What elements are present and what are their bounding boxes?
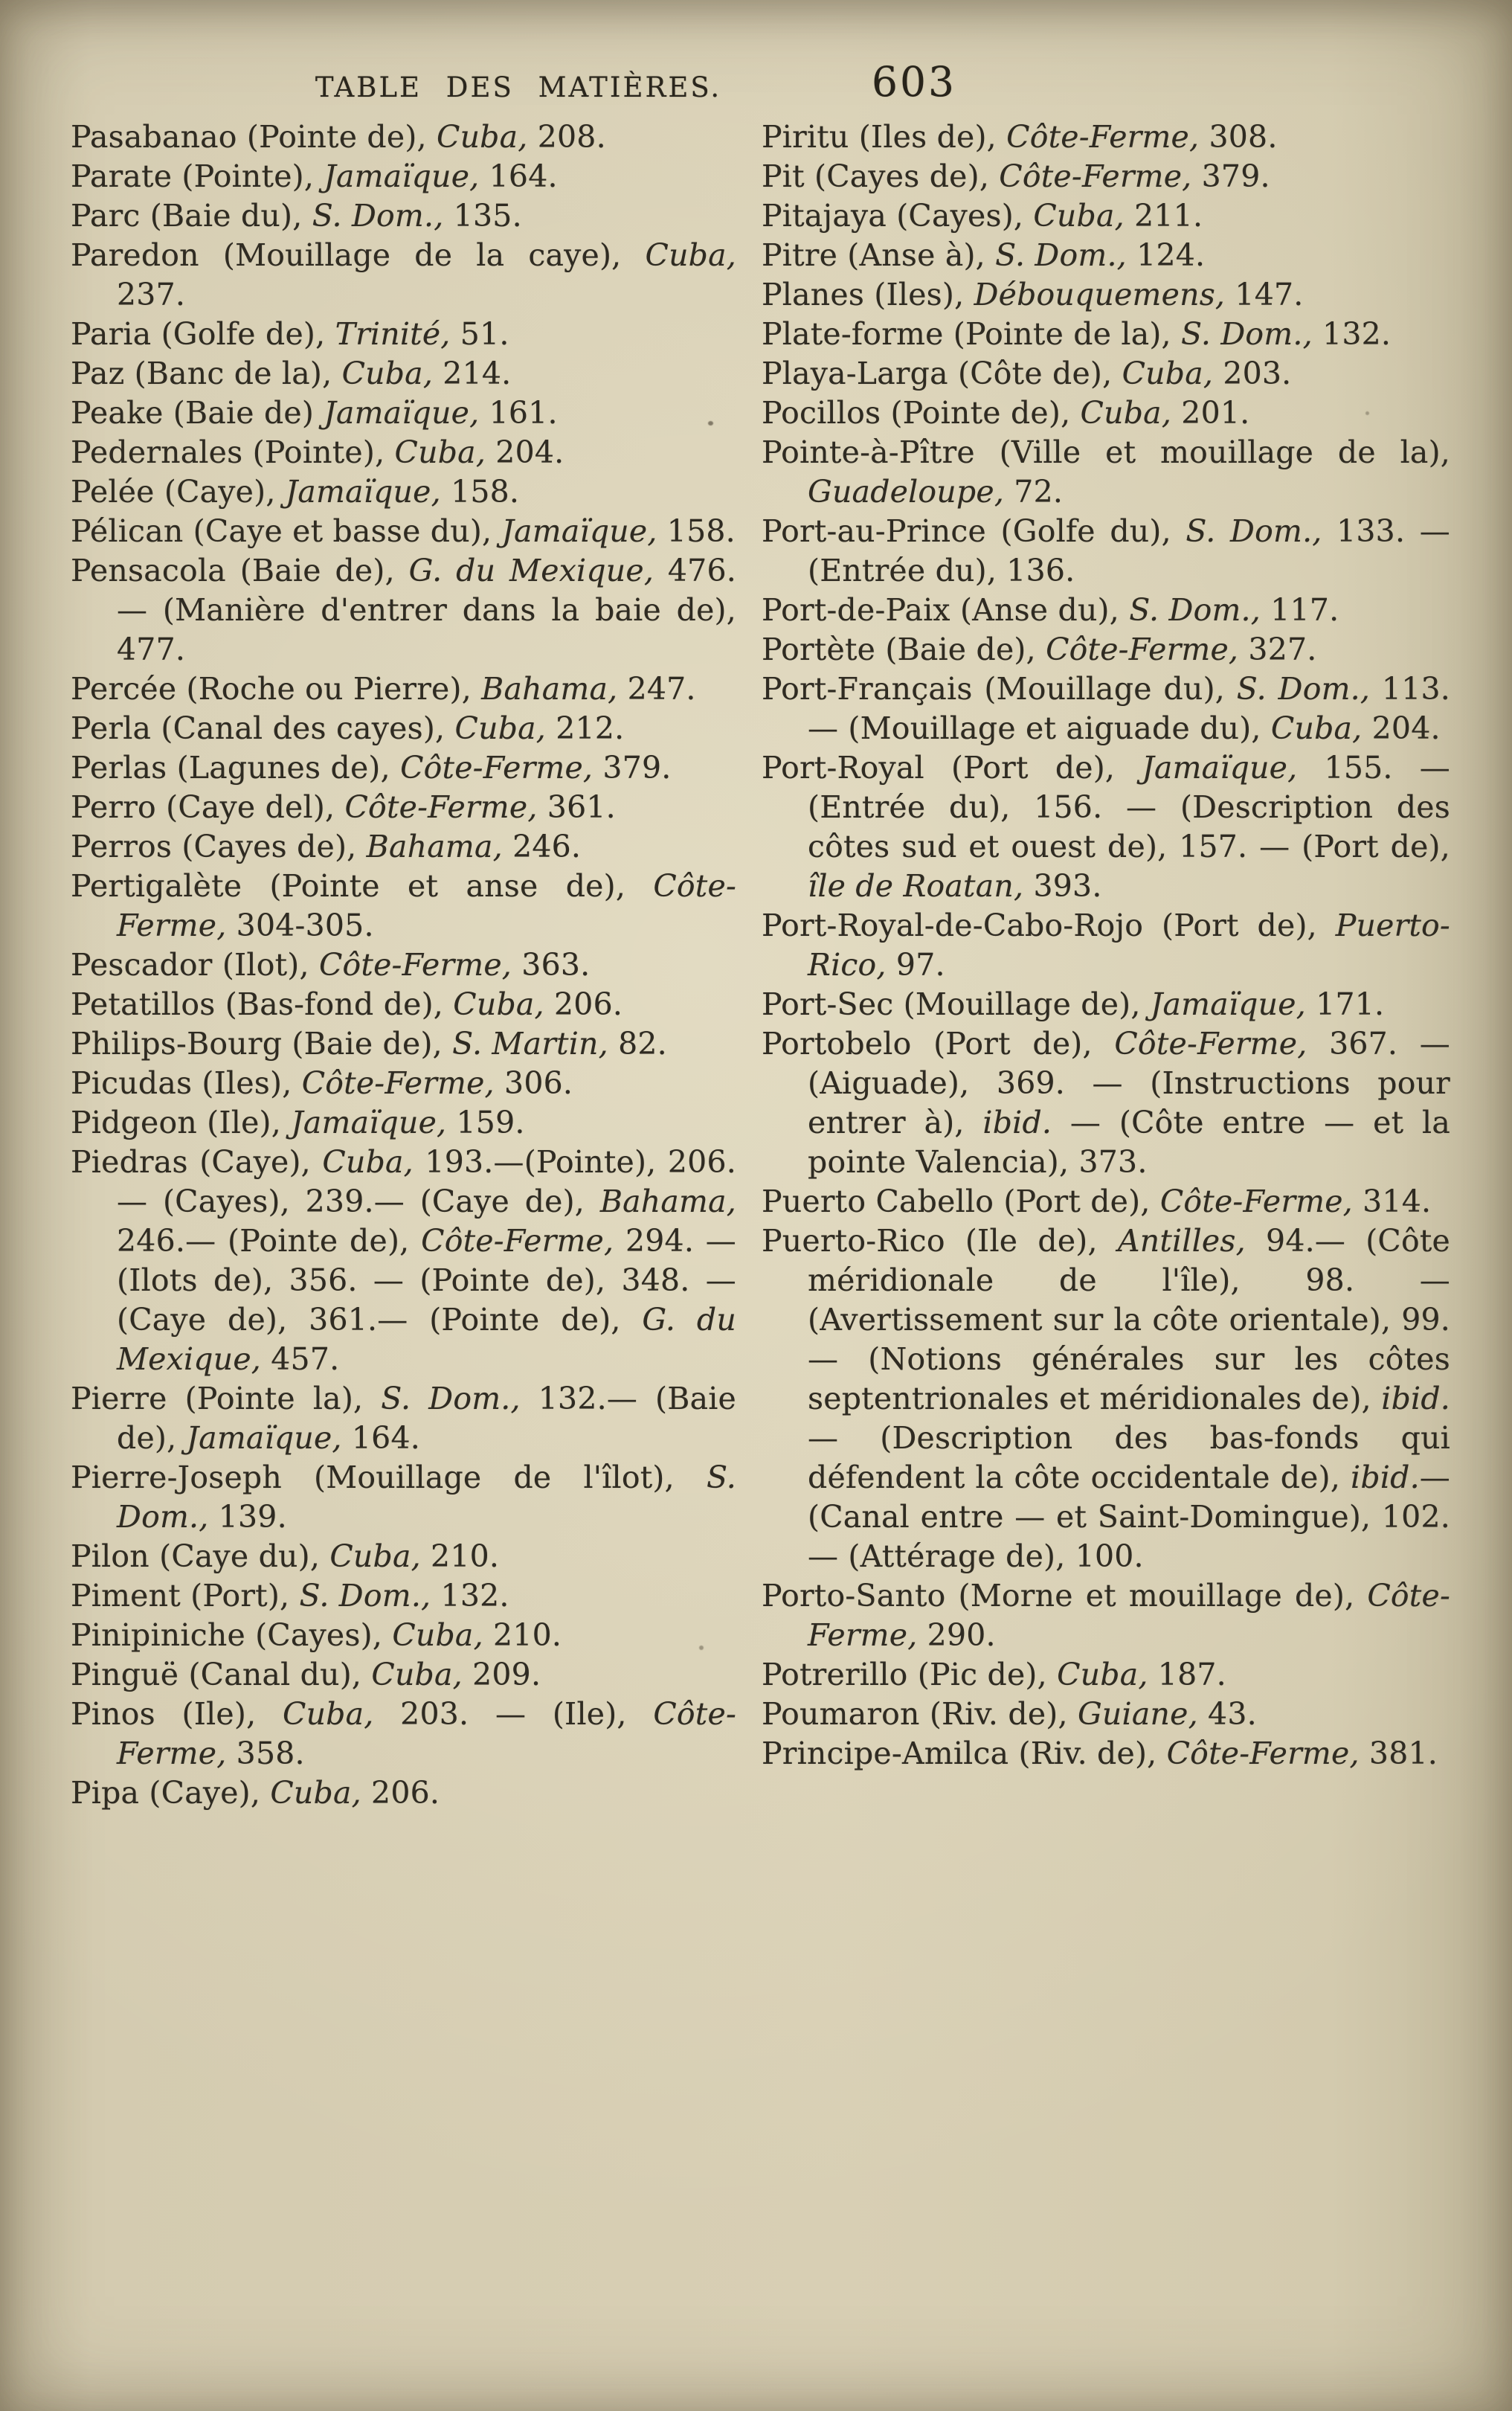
entry-region-italic: S. Dom., <box>1181 316 1313 352</box>
entry-region-italic: Cuba, <box>1033 198 1125 234</box>
entry-text: Pit (Cayes de), <box>762 158 1000 194</box>
entry-text: Percée (Roche ou Pierre), <box>71 671 482 707</box>
entry-text: 132.— (Baie de), <box>117 1381 736 1456</box>
entry-text: 193.—(Pointe), 206.— (Cayes), 239.— (Caye de), <box>117 1144 736 1219</box>
index-entry <box>71 118 736 157</box>
entry-region-italic: Cuba, <box>1057 1657 1148 1692</box>
entry-region-italic: Cuba, <box>329 1538 421 1574</box>
entry-text: 135. <box>443 198 522 234</box>
entry-region-italic: Cuba, <box>645 237 736 273</box>
entry-region-italic: Côte-Ferme, <box>318 947 512 983</box>
index-entry <box>71 551 736 670</box>
entry-region-italic: île de Roatan, <box>808 868 1024 904</box>
entry-region-italic: S. Dom., <box>995 237 1127 273</box>
entry-region-italic: Cuba, <box>454 710 547 746</box>
entry-region-italic: Antilles, <box>1117 1223 1246 1259</box>
entry-region-italic: S. Martin, <box>452 1026 608 1062</box>
entry-region-italic: ibid. <box>1381 1381 1450 1416</box>
entry-region-italic: Côte-Ferme, <box>1006 119 1200 155</box>
entry-text: Playa-Larga (Côte de), <box>762 356 1122 391</box>
index-entry <box>71 827 736 867</box>
index-entry <box>762 906 1450 985</box>
entry-region-italic: Côte-Ferme, <box>301 1065 495 1101</box>
entry-text: 43. <box>1197 1696 1257 1732</box>
index-entry <box>762 670 1450 748</box>
entry-region-italic: ibid. <box>1351 1460 1420 1495</box>
entry-text: 171. <box>1305 986 1385 1022</box>
entry-text: 124. <box>1126 237 1206 273</box>
entry-text: 164. <box>479 158 558 194</box>
entry-region-italic: ibid. <box>982 1105 1052 1140</box>
entry-text: Pitre (Anse à), <box>762 237 996 273</box>
index-column-right <box>762 118 1450 1773</box>
index-entry <box>762 1221 1450 1576</box>
entry-text: Philips-Bourg (Baie de), <box>71 1026 453 1062</box>
entry-text: Perla (Canal des cayes), <box>71 710 455 746</box>
entry-text: 113. — (Mouillage et aiguade du), <box>808 671 1450 746</box>
index-entry <box>762 985 1450 1024</box>
entry-region-italic: G. du Mexique, <box>408 553 654 588</box>
index-entry <box>71 788 736 827</box>
index-entry <box>762 354 1450 394</box>
index-entry <box>762 315 1450 354</box>
entry-text: Potrerillo (Pic de), <box>762 1657 1058 1692</box>
entry-text: Perro (Caye del), <box>71 789 345 825</box>
entry-text: Port-au-Prince (Golfe du), <box>762 513 1186 549</box>
entry-text: Portète (Baie de), <box>762 632 1046 667</box>
entry-text: Pelée (Caye), <box>71 474 286 510</box>
index-entry <box>71 946 736 985</box>
index-entry <box>71 1064 736 1103</box>
entry-text: 304-305. <box>226 908 374 943</box>
entry-region-italic: Jamaïque, <box>291 1105 447 1140</box>
entry-text: 306. <box>494 1065 573 1101</box>
entry-region-italic: Bahama, <box>599 1184 736 1219</box>
entry-text: 214. <box>433 356 512 391</box>
index-entry <box>71 354 736 394</box>
entry-region-italic: Guiane, <box>1077 1696 1198 1732</box>
index-entry <box>71 512 736 551</box>
entry-region-italic: Cuba, <box>453 986 544 1022</box>
entry-text: Piedras (Caye), <box>71 1144 323 1180</box>
entry-region-italic: Bahama, <box>481 671 618 707</box>
entry-region-italic: Cuba, <box>371 1657 463 1692</box>
entry-region-italic: Côte-Ferme, <box>117 1696 736 1771</box>
index-entry <box>71 1024 736 1064</box>
entry-text: 363. <box>512 947 591 983</box>
entry-text: Pocillos (Pointe de), <box>762 395 1081 431</box>
entry-region-italic: Côte-Ferme, <box>1114 1026 1307 1062</box>
entry-region-italic: Jamaïque, <box>501 513 657 549</box>
index-entry <box>762 275 1450 315</box>
entry-region-italic: Côte-Ferme, <box>1166 1736 1360 1771</box>
entry-text: 72. <box>1004 474 1064 510</box>
index-entry <box>762 196 1450 236</box>
entry-text: 139. <box>208 1499 287 1535</box>
entry-text: Pitajaya (Cayes), <box>762 198 1034 234</box>
entry-text: 203. <box>1213 356 1292 391</box>
entry-region-italic: Bahama, <box>366 829 503 864</box>
index-entry <box>762 1024 1450 1182</box>
entry-text: — (Canal entre — et Saint-Domingue), 102. — (Attérage de), 100. <box>808 1460 1450 1574</box>
entry-region-italic: Côte-Ferme, <box>999 158 1192 194</box>
index-entry <box>762 630 1450 670</box>
index-entry <box>762 748 1450 906</box>
entry-region-italic: Jamaïque, <box>285 474 441 510</box>
entry-region-italic: S. Dom., <box>1236 671 1371 707</box>
index-entry <box>762 1734 1450 1773</box>
entry-text: Puerto-Rico (Ile de), <box>762 1223 1118 1259</box>
index-entry <box>762 1576 1450 1655</box>
entry-region-italic: S. Dom., <box>1129 592 1261 628</box>
index-entry <box>71 709 736 748</box>
entry-text: Pescador (Ilot), <box>71 947 319 983</box>
entry-text: 379. <box>1191 158 1270 194</box>
index-entry <box>71 236 736 315</box>
entry-text: 161. <box>479 395 558 431</box>
running-head <box>0 0 1512 119</box>
index-entry <box>71 1773 736 1813</box>
entry-text: 159. <box>446 1105 525 1140</box>
index-entry <box>762 394 1450 433</box>
entry-text: Petatillos (Bas-fond de), <box>71 986 454 1022</box>
entry-text: Pasabanao (Pointe de), <box>71 119 437 155</box>
entry-region-italic: Jamaïque, <box>186 1420 342 1456</box>
entry-text: Pensacola (Baie de), <box>71 553 409 588</box>
entry-region-italic: Côte-Ferme, <box>400 750 593 786</box>
entry-region-italic: Jamaïque, <box>324 158 480 194</box>
entry-text: Port-de-Paix (Anse du), <box>762 592 1130 628</box>
entry-text: 246. <box>502 829 582 864</box>
entry-region-italic: Jamaïque, <box>324 395 480 431</box>
index-entry <box>71 315 736 354</box>
entry-text: 132. <box>431 1578 509 1614</box>
entry-text: — (Description des bas-fonds qui défendent la côte occidentale de), <box>808 1420 1450 1495</box>
entry-region-italic: Jamaïque, <box>1142 750 1298 786</box>
entry-text: Pierre (Pointe la), <box>71 1381 382 1416</box>
entry-text: 132. <box>1312 316 1392 352</box>
index-entry <box>71 867 736 946</box>
index-entry <box>762 1655 1450 1695</box>
entry-text: Pinipiniche (Cayes), <box>71 1617 393 1653</box>
entry-text: 97. <box>886 947 945 983</box>
entry-text: Portobelo (Port de), <box>762 1026 1115 1062</box>
entry-text: 246.— (Pointe de), <box>117 1223 422 1259</box>
entry-text: 147. <box>1225 277 1304 312</box>
entry-text: 210. <box>483 1617 562 1653</box>
entry-text: Porto-Santo (Morne et mouillage de), <box>762 1578 1368 1614</box>
page-title: TABLE DES MATIÈRES. <box>315 71 722 103</box>
index-entry <box>762 591 1450 630</box>
entry-text: Piment (Port), <box>71 1578 300 1614</box>
entry-text: 209. <box>462 1657 541 1692</box>
entry-region-italic: Guadeloupe, <box>808 474 1005 510</box>
entry-text: 204. <box>486 434 564 470</box>
entry-text: Pidgeon (Ile), <box>71 1105 292 1140</box>
entry-text: 457. <box>261 1341 340 1377</box>
entry-text: 212. <box>546 710 625 746</box>
index-entry <box>71 1655 736 1695</box>
entry-region-italic: Cuba, <box>392 1617 483 1653</box>
entry-region-italic: Débouquemens, <box>974 277 1226 312</box>
entry-text: 206. <box>544 986 623 1022</box>
entry-text: 294. — (Ilots de), 356. — (Pointe de), 348. — (Caye de), 361.— (Pointe de), <box>117 1223 736 1338</box>
entry-text: Puerto Cabello (Port de), <box>762 1184 1160 1219</box>
entry-region-italic: Cuba, <box>322 1144 414 1180</box>
index-entry <box>71 1695 736 1773</box>
entry-text: Pilon (Caye du), <box>71 1538 330 1574</box>
entry-region-italic: Cuba, <box>341 356 434 391</box>
entry-text: Pedernales (Pointe), <box>71 434 395 470</box>
entry-text: 206. <box>361 1775 440 1811</box>
entry-region-italic: S. Dom., <box>299 1578 431 1614</box>
index-entry <box>762 118 1450 157</box>
entry-text: Perros (Cayes de), <box>71 829 367 864</box>
index-columns <box>71 118 1450 1813</box>
entry-region-italic: Côte-Ferme, <box>808 1578 1450 1653</box>
index-entry <box>762 433 1450 512</box>
index-entry <box>71 394 736 433</box>
index-entry <box>71 1379 736 1458</box>
entry-region-italic: Puerto-Rico, <box>808 908 1450 983</box>
entry-text: Perlas (Lagunes de), <box>71 750 401 786</box>
index-entry <box>71 1103 736 1143</box>
entry-text: Planes (Iles), <box>762 277 974 312</box>
index-entry <box>71 1616 736 1655</box>
entry-text: 82. <box>608 1026 667 1062</box>
entry-text: Pointe-à-Pître (Ville et mouillage de la), <box>762 434 1450 470</box>
entry-text: 51. <box>450 316 509 352</box>
index-entry <box>71 1576 736 1616</box>
entry-region-italic: Cuba, <box>270 1775 361 1811</box>
entry-text: 208. <box>527 119 606 155</box>
entry-text: Pinos (Ile), <box>71 1696 283 1732</box>
index-entry <box>762 1695 1450 1734</box>
entry-text: 379. <box>593 750 672 786</box>
entry-text: 201. <box>1171 395 1250 431</box>
entry-text: Port-Sec (Mouillage de), <box>762 986 1151 1022</box>
index-entry <box>762 512 1450 591</box>
entry-text: Port-Royal-de-Cabo-Rojo (Port de), <box>762 908 1336 943</box>
entry-text: 358. <box>226 1736 305 1771</box>
entry-text: 94.— (Côte méridionale de l'île), 98. — (Avertissement sur la côte orientale), 99. — (Notions générales sur les côtes septentrionales et méridionales de), <box>808 1223 1450 1416</box>
entry-text: Picudas (Iles), <box>71 1065 302 1101</box>
entry-text: Poumaron (Riv. de), <box>762 1696 1078 1732</box>
index-entry <box>71 748 736 788</box>
index-entry <box>762 1182 1450 1221</box>
entry-text: 187. <box>1148 1657 1226 1692</box>
entry-region-italic: Cuba, <box>1122 356 1214 391</box>
index-entry <box>71 1458 736 1537</box>
entry-region-italic: Cuba, <box>1080 395 1172 431</box>
entry-region-italic: S. Dom., <box>381 1381 521 1416</box>
entry-region-italic: Côte-Ferme, <box>1159 1184 1353 1219</box>
entry-region-italic: Cuba, <box>437 119 528 155</box>
entry-text: 158. <box>657 513 736 549</box>
index-entry <box>762 157 1450 196</box>
entry-region-italic: Côte-Ferme, <box>344 789 538 825</box>
entry-region-italic: S. Dom., <box>312 198 444 234</box>
entry-text: 164. <box>341 1420 420 1456</box>
entry-text: 204. <box>1362 710 1441 746</box>
entry-text: Piritu (Iles de), <box>762 119 1007 155</box>
entry-text: 210. <box>420 1538 500 1574</box>
entry-region-italic: Côte-Ferme, <box>117 868 736 943</box>
entry-text: Principe-Amilca (Riv. de), <box>762 1736 1167 1771</box>
index-entry <box>71 433 736 472</box>
index-entry <box>762 236 1450 275</box>
entry-text: Pierre-Joseph (Mouillage de l'îlot), <box>71 1460 707 1495</box>
entry-text: 381. <box>1359 1736 1438 1771</box>
entry-text: 203. — (Ile), <box>373 1696 654 1732</box>
entry-text: Pélican (Caye et basse du), <box>71 513 502 549</box>
entry-text: Pinguë (Canal du), <box>71 1657 372 1692</box>
entry-text: 367. — (Aiguade), 369. — (Instructions pour entrer à), <box>808 1026 1450 1140</box>
index-entry <box>71 1537 736 1576</box>
index-entry <box>71 670 736 709</box>
entry-text: 247. <box>617 671 696 707</box>
index-entry <box>71 985 736 1024</box>
entry-region-italic: Jamaïque, <box>1150 986 1306 1022</box>
entry-text: Peake (Baie de) <box>71 395 324 431</box>
entry-text: 211. <box>1124 198 1203 234</box>
entry-text: 393. <box>1023 868 1102 904</box>
entry-text: Pipa (Caye), <box>71 1775 271 1811</box>
entry-region-italic: S. Dom., <box>1186 513 1322 549</box>
entry-region-italic: Cuba, <box>1270 710 1363 746</box>
entry-text: 314. <box>1352 1184 1432 1219</box>
entry-text: 158. <box>440 474 520 510</box>
entry-text: Paria (Golfe de), <box>71 316 335 352</box>
entry-text: 237. <box>117 277 186 312</box>
entry-region-italic: G. du Mexique, <box>117 1302 736 1377</box>
index-entry <box>71 472 736 512</box>
entry-text: Parc (Baie du), <box>71 198 312 234</box>
entry-text: — (Côte entre — et la pointe Valencia), 373. <box>808 1105 1450 1180</box>
index-column-left <box>71 118 736 1813</box>
entry-text: Pertigalète (Pointe et anse de), <box>71 868 654 904</box>
entry-text: Parate (Pointe), <box>71 158 324 194</box>
index-entry <box>71 196 736 236</box>
entry-text: 308. <box>1199 119 1278 155</box>
entry-region-italic: Cuba, <box>394 434 486 470</box>
entry-text: 327. <box>1238 632 1317 667</box>
entry-text: Plate-forme (Pointe de la), <box>762 316 1182 352</box>
entry-text: Port-Royal (Port de), <box>762 750 1142 786</box>
entry-text: Paz (Banc de la), <box>71 356 342 391</box>
entry-region-italic: Trinité, <box>335 316 451 352</box>
entry-text: 117. <box>1261 592 1339 628</box>
entry-text: 476. — (Manière d'entrer dans la baie de), 477. <box>117 553 736 667</box>
entry-region-italic: Cuba, <box>283 1696 374 1732</box>
entry-text: 155. — (Entrée du), 156. — (Description des côtes sud et ouest de), 157. — (Port de), <box>808 750 1450 864</box>
entry-region-italic: Côte-Ferme, <box>421 1223 614 1259</box>
entry-text: Paredon (Mouillage de la caye), <box>71 237 646 273</box>
entry-region-italic: Côte-Ferme, <box>1046 632 1239 667</box>
entry-text: Port-Français (Mouillage du), <box>762 671 1237 707</box>
page-number: 603 <box>872 58 956 106</box>
index-entry <box>71 157 736 196</box>
entry-text: 361. <box>537 789 616 825</box>
entry-text: 290. <box>917 1617 996 1653</box>
index-entry <box>71 1143 736 1379</box>
entry-region-italic: S. Dom., <box>117 1460 736 1535</box>
entry-text: 133. — (Entrée du), 136. <box>808 513 1450 588</box>
